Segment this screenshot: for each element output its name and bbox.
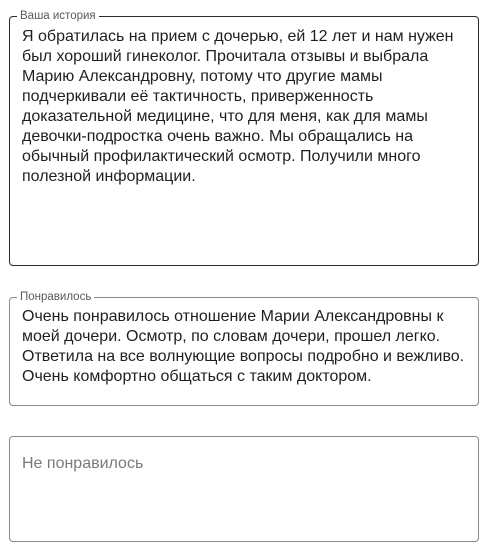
disliked-textarea[interactable]	[9, 436, 479, 542]
liked-label: Понравилось	[17, 291, 94, 304]
disliked-placeholder: Не понравилось	[22, 455, 144, 472]
story-label: Ваша история	[17, 10, 99, 23]
liked-textarea[interactable]	[9, 291, 479, 406]
liked-text: Очень понравилось отношение Марии Александровны к моей дочери. Осмотр, по словам дочери, прошел легко. Ответила на все волнующие вопросы подробно и вежливо. Очень комфортно общаться с таким доктором.	[22, 308, 465, 385]
story-text: Я обратилась на прием с дочерью, ей 12 лет и нам нужен был хороший гинеколог. Прочитала отзывы и выбрала Марию Александровну, потому что другие мамы подчеркивали её тактичность, приверженность доказательной медицине, что для меня, как для мамы девочки-подростка очень важно. Мы обращались на обычный профилактический осмотр. Получили много полезной информации.	[22, 28, 454, 185]
story-textarea[interactable]	[9, 10, 479, 266]
